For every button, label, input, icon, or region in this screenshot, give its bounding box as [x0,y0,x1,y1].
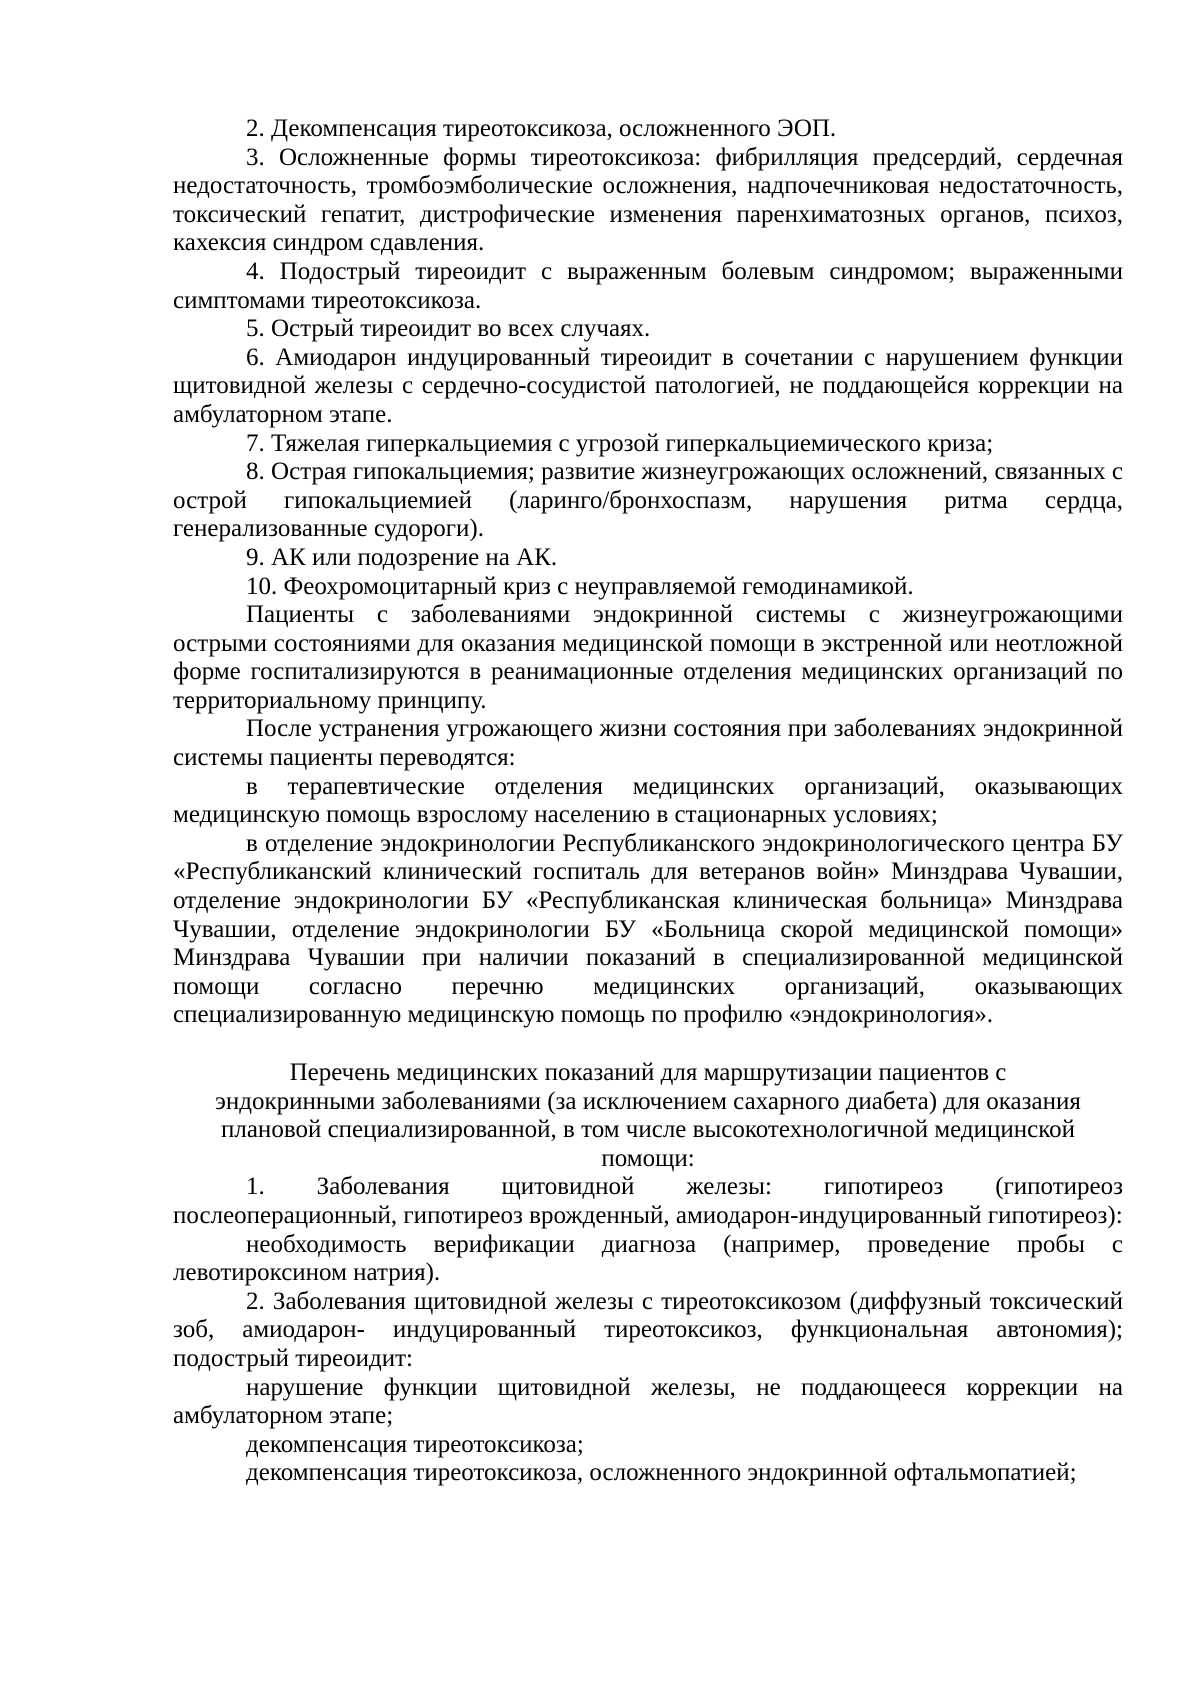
body-paragraph-emergency: Пациенты с заболеваниями эндокринной системы с жизнеугрожающими острыми состояниями для оказания медицинской помощи в экстренной или неотложной форме госпитализируются в реанимационные отделения медицинских организаций по территориальному принципу. [173,601,1123,714]
section-heading-line: помощи: [601,1144,695,1172]
document-body [173,115,1123,1488]
section-heading-line: Перечень медицинских показаний для маршрутизации пациентов с [289,1059,1007,1086]
list-item-8: 8. Острая гипокальциемия; развитие жизнеугрожающих осложнений, связанных с острой гипокальциемией (ларинго/бронхоспазм, нарушения ритма сердца, генерализованные судороги). [173,458,1123,543]
list-item-9: 9. АК или подозрение на АК. [246,543,558,571]
section-heading-line: плановой специализированной, в том числе высокотехнологичной медицинской [220,1116,1076,1144]
planned-item-2-detail-a: нарушение функции щитовидной железы, не поддающееся коррекции на амбулаторном этапе; [173,1373,1123,1430]
list-item-5: 5. Острый тиреоидит во всех случаях. [246,315,651,343]
planned-item-1: 1. Заболевания щитовидной железы: гипотиреоз (гипотиреоз послеоперационный, гипотиреоз врожденный, амиодарон-индуцированный гипотиреоз): [173,1173,1123,1229]
list-item-6: 6. Амиодарон индуцированный тиреоидит в сочетании с нарушением функции щитовидной железы с сердечно-сосудистой патологией, не поддающейся коррекции на амбулаторном этапе. [173,343,1123,428]
planned-item-1-detail: необходимость верификации диагноза (например, проведение пробы с левотироксином натрия). [173,1230,1123,1287]
section-heading-block [173,1059,1123,1173]
list-item-4: 4. Подострый тиреоидит с выраженным болевым синдромом; выраженными симптомами тиреотоксикоза. [173,257,1123,314]
body-paragraph-endocrinology-departments: в отделение эндокринологии Республиканского эндокринологического центра БУ «Республиканский клинический госпиталь для ветеранов войн» Минздрава Чувашии, отделение эндокринологии БУ «Республиканская клиническая больница» Минздрава Чувашии, отделение эндокринологии БУ «Больница скорой медицинской помощи» Минздрава Чувашии при наличии показаний в специализированной медицинской помощи согласно перечню медицинских организаций, оказывающих специализированную медицинскую помощь по профилю «эндокринология». [173,829,1123,1029]
section-heading-line: эндокринными заболеваниями (за исключением сахарного диабета) для оказания [215,1087,1081,1115]
list-item-7: 7. Тяжелая гиперкальциемия с угрозой гиперкальциемического криза; [246,429,994,457]
body-paragraph-therapy-departments: в терапевтические отделения медицинских организаций, оказывающих медицинскую помощь взрослому населению в стационарных условиях; [173,772,1123,829]
body-paragraph-transfer: После устранения угрожающего жизни состояния при заболеваниях эндокринной системы пациенты переводятся: [173,715,1123,772]
list-item-10: 10. Феохромоцитарный криз с неуправляемой гемодинамикой. [246,572,914,600]
section-heading [173,1059,1123,1173]
list-item-3: 3. Осложненные формы тиреотоксикоза: фибрилляция предсердий, сердечная недостаточность, тромбоэмболические осложнения, надпочечниковая недостаточность, токсический гепатит, дистрофические изменения паренхиматозных органов, психоз, кахексия синдром сдавления. [173,143,1123,257]
planned-item-2: 2. Заболевания щитовидной железы с тиреотоксикозом (диффузный токсический зоб, амиодарон- индуцированный тиреотоксикоз, функциональная автономия); подострый тиреоидит: [173,1287,1123,1372]
list-item-2: 2. Декомпенсация тиреотоксикоза, осложненного ЭОП. [246,115,837,142]
planned-item-2-detail-c: декомпенсация тиреотоксикоза, осложненного эндокринной офтальмопатией; [246,1459,1077,1487]
planned-item-2-detail-b: декомпенсация тиреотоксикоза; [246,1430,584,1458]
